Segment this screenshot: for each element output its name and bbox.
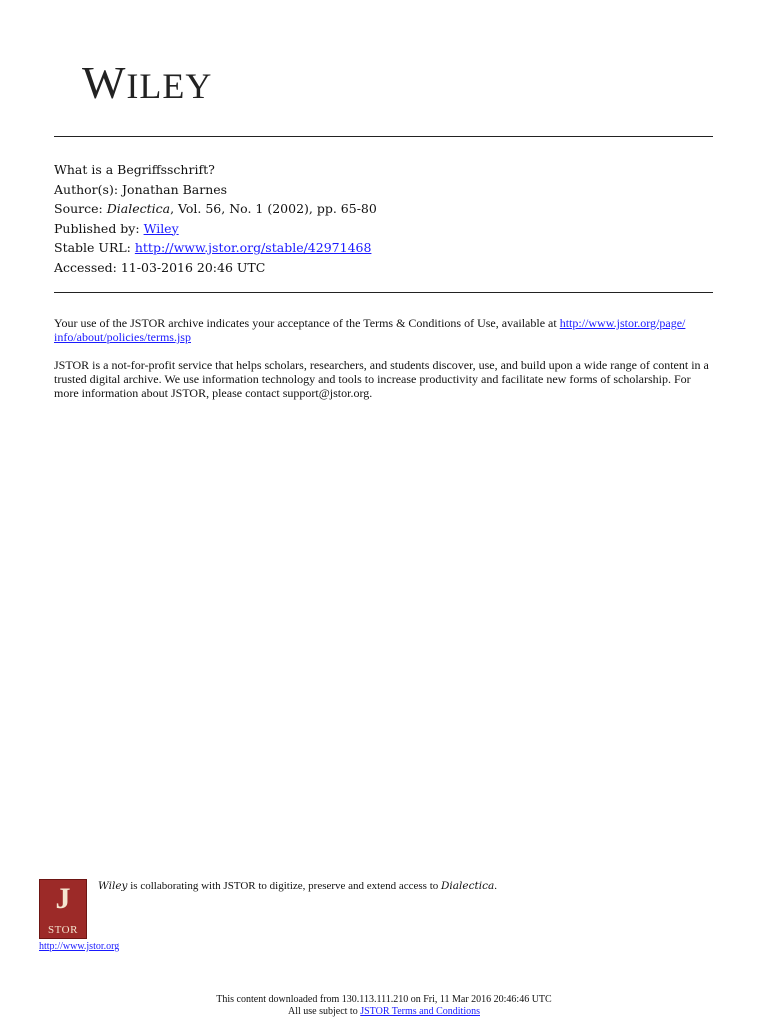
terms-link-line1: http://www.jstor.org/page/ (559, 316, 686, 330)
author-name: Jonathan Barnes (122, 181, 228, 197)
stable-url-link[interactable]: http://www.jstor.org/stable/42971468 (134, 240, 372, 255)
citation-block (54, 160, 377, 277)
middle-divider (54, 292, 713, 293)
terms-link-line2: info/about/policies/terms.jsp (54, 330, 191, 344)
published-by-label: Published by: (54, 220, 140, 236)
source-details: , Vol. 56, No. 1 (2002), pp. 65-80 (170, 201, 377, 216)
download-footer (0, 994, 768, 1018)
author-line (54, 180, 377, 200)
jstor-logo[interactable] (39, 879, 87, 939)
accessed-line (54, 258, 377, 278)
source-line (54, 199, 377, 219)
stable-url-line (54, 238, 377, 258)
wiley-logo (82, 57, 213, 108)
published-by-line (54, 219, 377, 239)
jstor-logo-word: STOR (48, 924, 78, 936)
accessed-label: Accessed: (54, 259, 117, 275)
jstor-about-notice: JSTOR is a not-for-profit service that helps scholars, researchers, and students discover, use, and build upon a wide range of content in a trusted digital archive. We use information technology and tools to increase productivity and facilitate new forms of scholarship. For more information about JSTOR, please contact support@jstor.org. (54, 358, 709, 400)
top-divider (54, 136, 713, 137)
wiley-logo-rest: ILEY (126, 66, 213, 106)
collab-journal: Dialectica (441, 880, 495, 892)
collaboration-statement (98, 880, 497, 892)
publisher-link[interactable]: Wiley (143, 220, 179, 236)
accessed-date: 11-03-2016 20:46 UTC (120, 259, 266, 275)
terms-notice (54, 316, 714, 344)
terms-line (0, 1006, 768, 1018)
stable-url-label: Stable URL: (54, 240, 131, 255)
article-title: What is a Begriffsschrift? (54, 162, 215, 177)
source-label: Source: (54, 201, 103, 216)
terms-text: Your use of the JSTOR archive indicates your acceptance of the Terms & Conditions of Use, available at (54, 316, 557, 330)
wiley-logo-initial: W (82, 57, 127, 108)
jstor-home-link[interactable]: http://www.jstor.org (39, 941, 120, 952)
author-label: Author(s): (54, 181, 119, 197)
collab-end: . (494, 880, 497, 892)
collab-text: is collaborating with JSTOR to digitize, preserve and extend access to (127, 880, 442, 892)
jstor-terms-link[interactable]: JSTOR Terms and Conditions (360, 1006, 480, 1017)
source-journal: Dialectica (106, 201, 171, 216)
download-line: This content downloaded from 130.113.111.210 on Fri, 11 Mar 2016 20:46:46 UTC (216, 994, 552, 1005)
terms-prefix: All use subject to (288, 1006, 361, 1017)
jstor-logo-letter: J (55, 882, 71, 915)
collab-publisher: Wiley (98, 880, 128, 892)
